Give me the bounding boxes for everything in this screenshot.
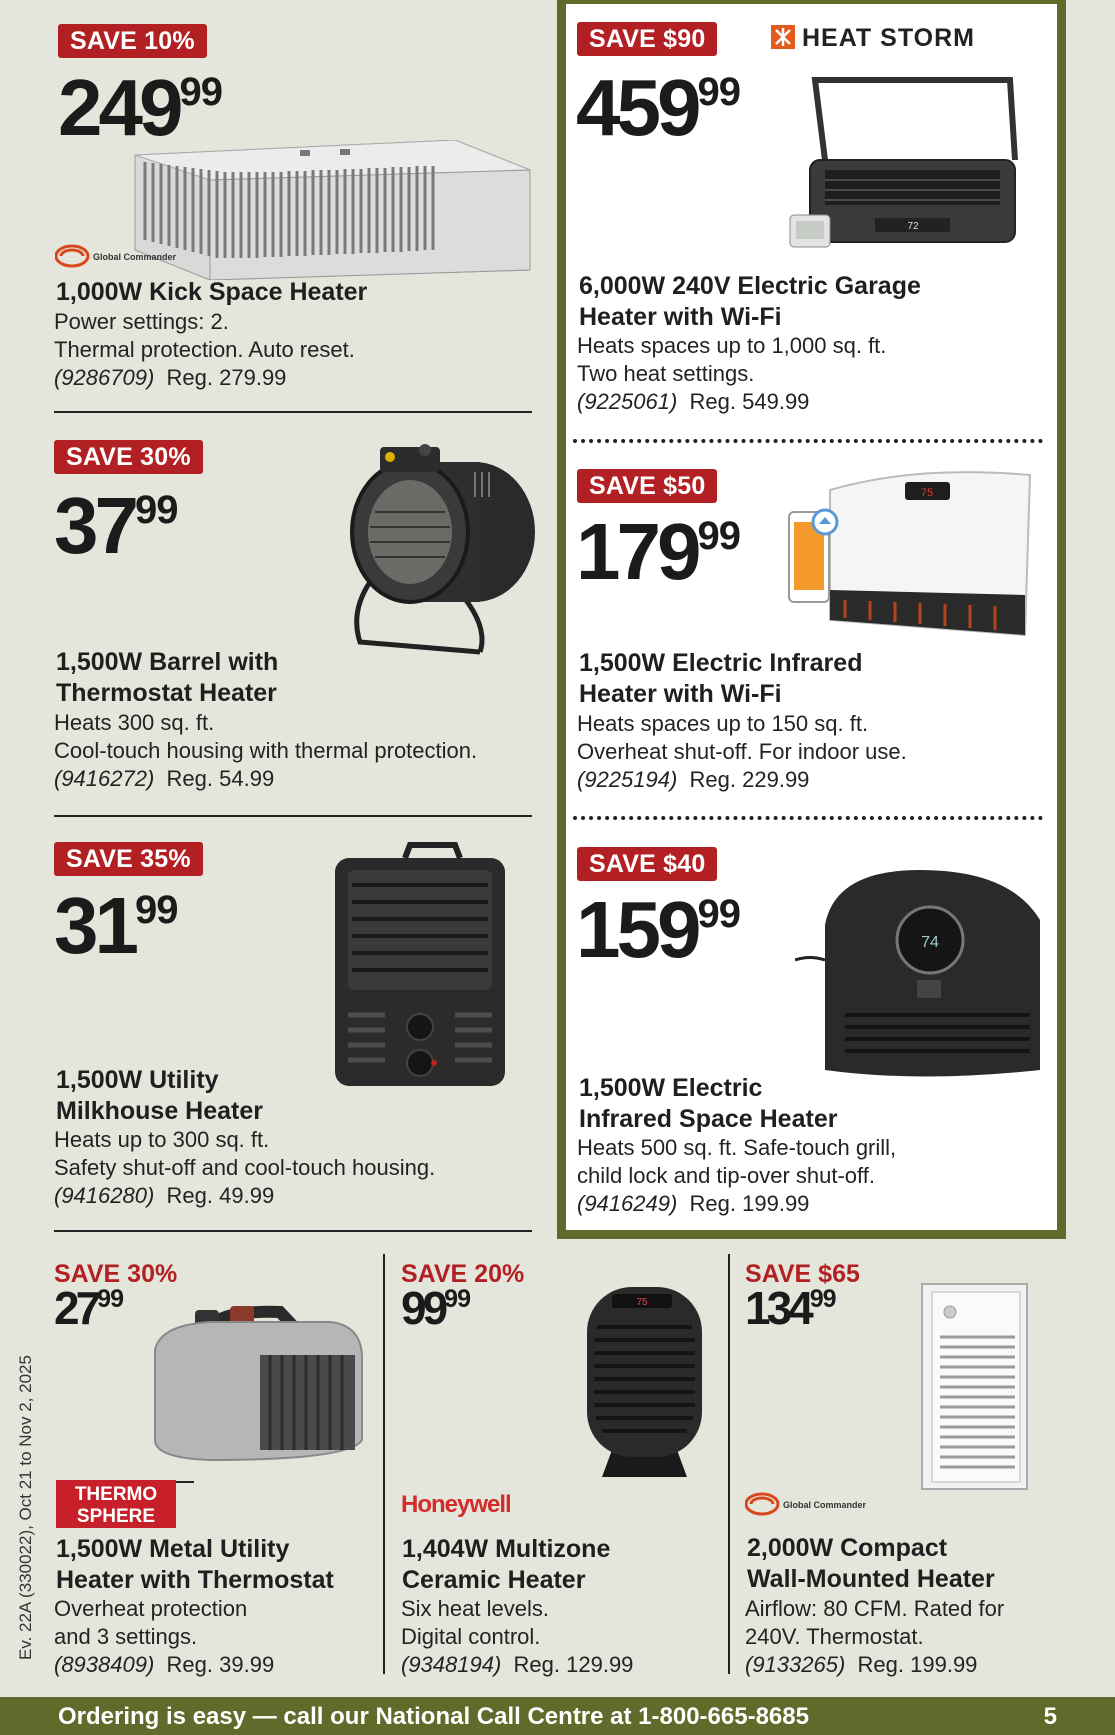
save-badge: SAVE $90 [577, 22, 717, 56]
thermo-sphere-logo [56, 1480, 196, 1528]
milkhouse-heater-image [330, 840, 510, 1090]
dotted-divider [573, 439, 1043, 443]
sale-price: 17999 [576, 507, 740, 596]
sale-price: 45999 [576, 63, 740, 152]
product-title: 1,500W Electric Infrared Heater with Wi-Fi [579, 649, 863, 708]
infrared-wifi-heater-image [785, 470, 1040, 640]
product-title: 1,500W Barrel with Thermostat Heater [56, 648, 279, 707]
global-commander-logo-text: Global Commander [783, 1500, 867, 1510]
product-description: Heats 300 sq. ft. Cool-touch housing with thermal protection. (9416272) Reg. 54.99 [54, 710, 478, 791]
save-badge: SAVE 30% [54, 440, 203, 474]
global-commander-logo [55, 244, 195, 268]
product-title: 1,500W Metal Utility Heater with Thermostat [56, 1535, 334, 1594]
product-title: 1,500W Electric Infrared Space Heater [579, 1074, 838, 1133]
svg-text:74: 74 [921, 934, 939, 951]
global-commander-logo-text: Global Commander [93, 252, 177, 262]
edition-dates: Ev. 22A (330022), Oct 21 to Nov 2, 2025 [16, 1355, 35, 1660]
save-badge: SAVE $50 [577, 469, 717, 503]
infrared-space-heater-image [795, 865, 1045, 1080]
footer-bar [0, 1697, 1115, 1735]
metal-utility-heater-image [150, 1300, 370, 1465]
product-description: Power settings: 2. Thermal protection. Auto reset. (9286709) Reg. 279.99 [54, 309, 355, 390]
product-description: Heats spaces up to 150 sq. ft. Overheat shut-off. For indoor use. (9225194) Reg. 229.99 [577, 711, 907, 792]
sale-price: 13499 [745, 1282, 836, 1334]
column-divider [383, 1254, 385, 1674]
ordering-info: Ordering is easy — call our National Call Centre at 1-800-665-8685 [58, 1703, 809, 1730]
page-number: 5 [1043, 1703, 1057, 1730]
product-title: 6,000W 240V Electric Garage Heater with Wi-Fi [579, 272, 921, 331]
svg-text:72: 72 [907, 221, 919, 232]
product-description: Heats 500 sq. ft. Safe-touch grill, child lock and tip-over shut-off. (9416249) Reg. 199.99 [577, 1135, 897, 1216]
column-divider [728, 1254, 730, 1674]
product-title: 1,404W Multizone Ceramic Heater [402, 1535, 611, 1594]
garage-heater-image [785, 75, 1040, 255]
product-description: Heats up to 300 sq. ft. Safety shut-off and cool-touch housing. (9416280) Reg. 49.99 [54, 1127, 436, 1208]
honeywell-logo [401, 1490, 551, 1518]
product-description: Six heat levels. Digital control. (9348194) Reg. 129.99 [401, 1596, 634, 1677]
save-badge: SAVE $40 [577, 847, 717, 881]
divider [54, 1230, 532, 1232]
svg-text:75: 75 [636, 1297, 648, 1308]
divider [54, 411, 532, 413]
product-title: 2,000W Compact Wall-Mounted Heater [747, 1534, 995, 1593]
dotted-divider [573, 816, 1043, 820]
global-commander-logo [745, 1492, 895, 1516]
save-label: SAVE 20% [401, 1260, 525, 1288]
sale-price: 24999 [58, 63, 222, 152]
save-label: SAVE 30% [54, 1260, 178, 1288]
product-description: Heats spaces up to 1,000 sq. ft. Two heat settings. (9225061) Reg. 549.99 [577, 333, 887, 414]
barrel-heater-image [340, 442, 550, 672]
sale-price: 15999 [576, 885, 740, 974]
sale-price: 9999 [401, 1282, 470, 1334]
heat-storm-logo-text: HEAT STORM [802, 24, 975, 52]
wall-mounted-heater-image [920, 1282, 1030, 1492]
svg-text:75: 75 [920, 487, 934, 499]
save-badge: SAVE 10% [58, 24, 207, 58]
product-title: 1,500W Utility Milkhouse Heater [56, 1066, 264, 1125]
sale-price: 3799 [54, 481, 178, 570]
honeywell-logo-text: Honeywell [401, 1491, 511, 1518]
ceramic-heater-image [582, 1282, 707, 1497]
save-badge: SAVE 35% [54, 842, 203, 876]
product-description: Overheat protection and 3 settings. (8938409) Reg. 39.99 [54, 1596, 275, 1677]
thermo-sphere-logo-bottom: SPHERE [76, 1506, 156, 1527]
sale-price: 2799 [54, 1282, 123, 1334]
thermo-sphere-logo-top: THERMO [74, 1484, 158, 1505]
save-label: SAVE $65 [745, 1260, 860, 1288]
product-title: 1,000W Kick Space Heater [56, 278, 368, 306]
heat-storm-logo [770, 22, 1040, 52]
product-description: Airflow: 80 CFM. Rated for 240V. Thermostat. (9133265) Reg. 199.99 [745, 1596, 1005, 1677]
divider [54, 815, 532, 817]
sale-price: 3199 [54, 881, 178, 970]
